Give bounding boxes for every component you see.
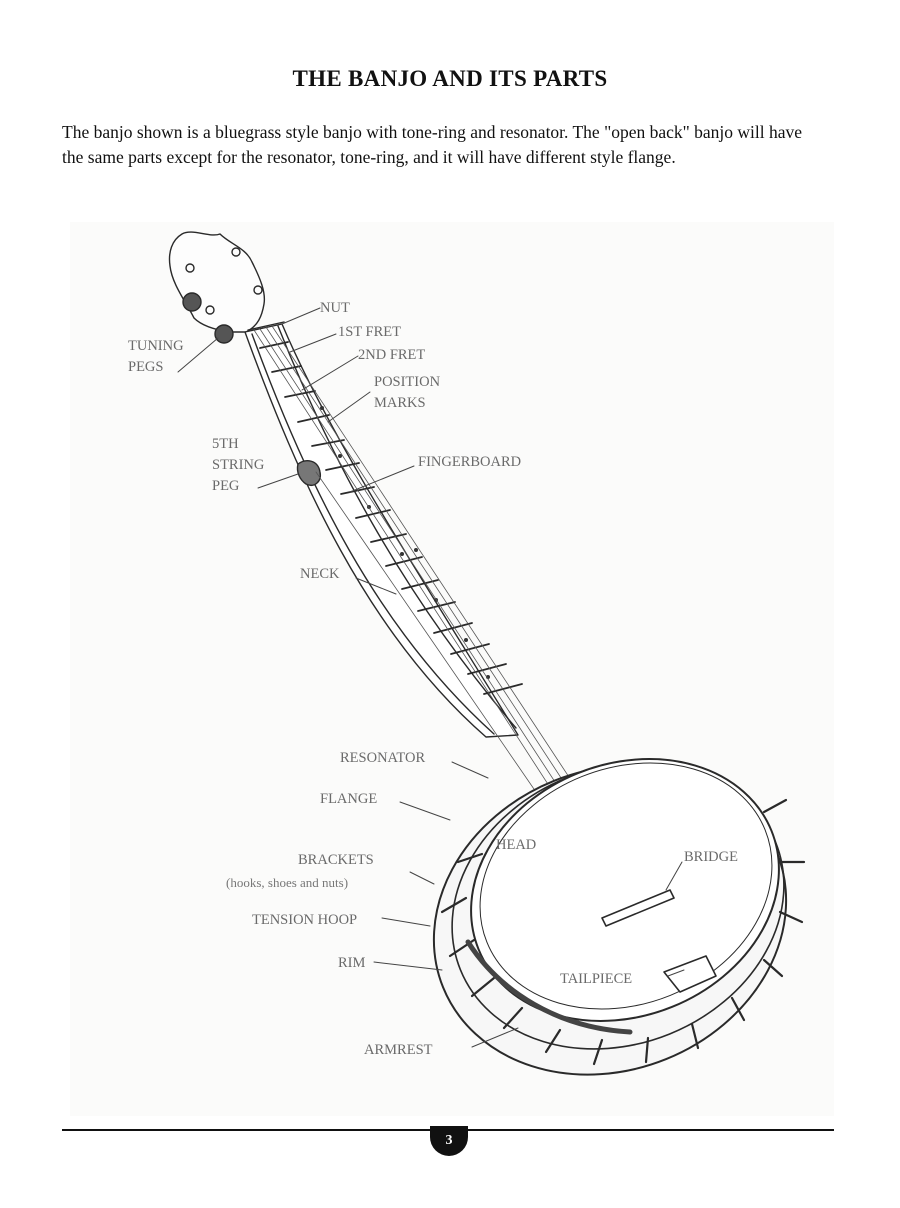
tuner-knob	[183, 293, 201, 311]
page-title: THE BANJO AND ITS PARTS	[292, 66, 608, 91]
label-position-marks-line1: POSITION	[374, 374, 441, 390]
label-fifth-string-peg	[212, 434, 264, 497]
intro-paragraph: The banjo shown is a bluegrass style banjo with tone-ring and resonator. The "open back" banjo will have the same parts except for the resonator, tone-ring, and it will have different style flange.	[62, 122, 803, 167]
label-head: HEAD	[496, 837, 537, 853]
page-number: 3	[430, 1126, 468, 1156]
label-tuning-pegs	[128, 336, 184, 378]
label-tuning-pegs-line2: PEGS	[128, 359, 164, 375]
label-position-marks-line2: MARKS	[374, 395, 426, 411]
label-armrest: ARMREST	[364, 1042, 433, 1058]
label-tension-hoop: TENSION HOOP	[252, 912, 358, 928]
label-second-fret: 2ND FRET	[358, 347, 426, 363]
tuner-knob	[215, 325, 233, 343]
peghead	[170, 232, 265, 332]
label-brackets: BRACKETS	[298, 852, 374, 868]
label-fifth-peg-line2: STRING	[212, 457, 265, 473]
label-tuning-pegs-line1: TUNING	[128, 338, 184, 354]
label-fingerboard: FINGERBOARD	[418, 454, 522, 470]
banjo-illustration	[70, 222, 834, 1116]
label-resonator: RESONATOR	[340, 750, 426, 766]
banjo-diagram	[70, 222, 834, 1116]
label-position-marks	[374, 372, 440, 414]
label-flange: FLANGE	[320, 791, 378, 807]
label-rim: RIM	[338, 955, 366, 971]
label-brackets-note: (hooks, shoes and nuts)	[226, 875, 349, 890]
label-fifth-peg-line3: PEG	[212, 478, 240, 494]
label-fifth-peg-line1: 5TH	[212, 436, 239, 452]
label-bridge: BRIDGE	[684, 849, 738, 865]
label-nut: NUT	[320, 300, 350, 316]
label-neck: NECK	[300, 566, 340, 582]
label-tailpiece: TAILPIECE	[560, 971, 633, 987]
label-first-fret: 1ST FRET	[338, 324, 401, 340]
